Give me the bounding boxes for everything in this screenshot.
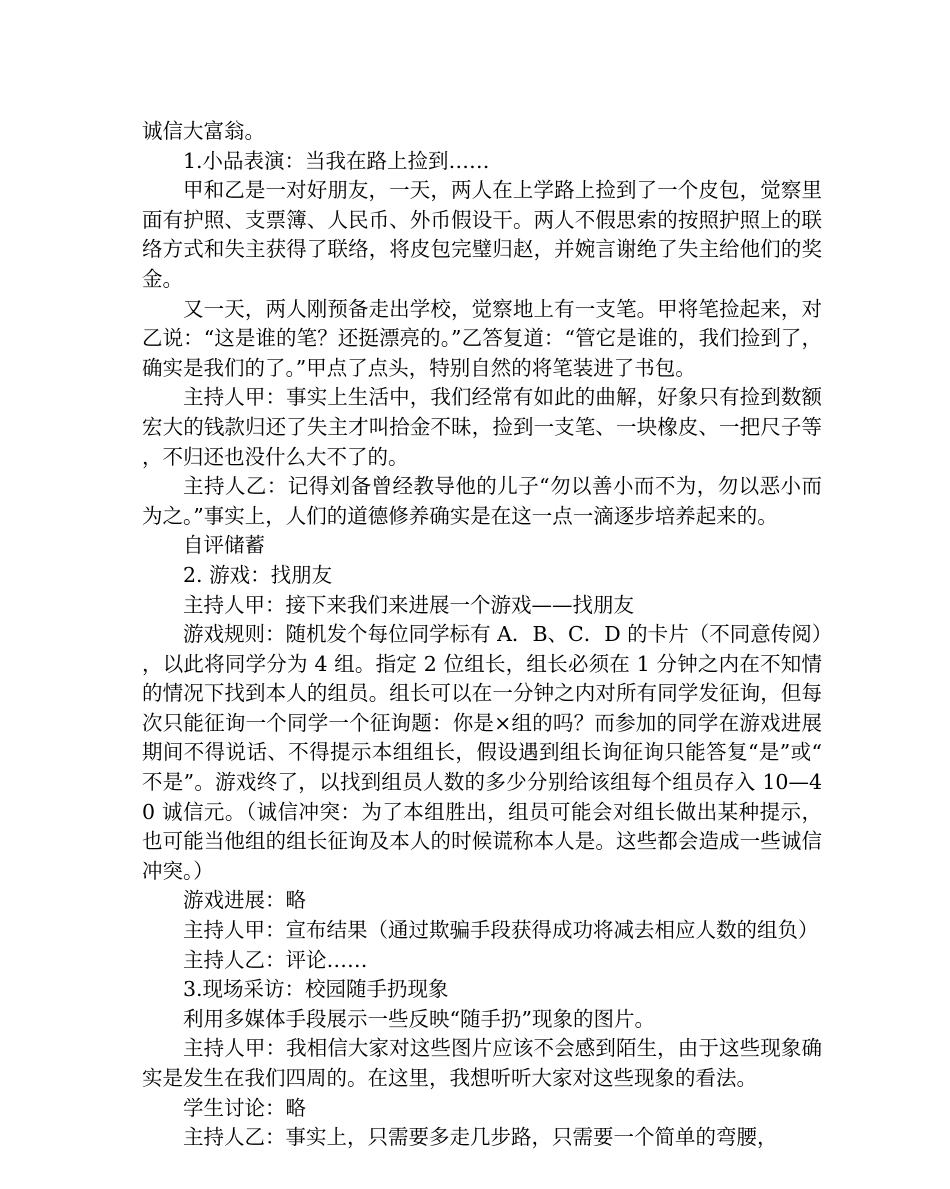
paragraph-host-a-results: 主持人甲：宣布结果（通过欺骗手段获得成功将减去相应人数的组负）: [183, 918, 819, 943]
paragraph-host-a-comment: 主持人甲：事实上生活中，我们经常有如此的曲解，好象只有捡到数额宏大的钱款归还了失主才叫拾金不昧，捡到一支笔、一块橡皮、一把尺子等，不归还也没什么大不了的。: [142, 385, 822, 469]
paragraph-host-a-game-intro: 主持人甲：接下来我们来进展一个游戏——找朋友: [183, 592, 634, 617]
paragraph-host-b-review: 主持人乙：评论……: [183, 947, 368, 972]
paragraph-host-b-final: 主持人乙：事实上，只需要多走几步路，只需要一个简单的弯腰，: [183, 1125, 778, 1150]
paragraph-multimedia: 利用多媒体手段展示一些反映“随手扔”现象的图片。: [183, 1006, 655, 1031]
paragraph-pen-story: 又一天，两人刚预备走出学校，觉察地上有一支笔。甲将笔捡起来，对乙说：“这是谁的笔？还挺漂亮的。”乙答复道：“管它是谁的，我们捡到了，确实是我们的了。”甲点了点头，特别自然的将笔装进了书包。: [142, 296, 822, 380]
paragraph-self-evaluation: 自评储蓄: [183, 533, 265, 558]
document-body: [142, 117, 822, 1153]
paragraph-host-a-images: 主持人甲：我相信大家对这些图片应该不会感到陌生，由于这些现象确实是发生在我们四周的。在这里，我想听听大家对这些现象的看法。: [142, 1036, 822, 1090]
paragraph-student-discussion: 学生讨论：略: [183, 1095, 306, 1120]
paragraph-closing-line: 诚信大富翁。: [142, 119, 265, 143]
paragraph-host-b-comment: 主持人乙：记得刘备曾经教导他的儿子“勿以善小而不为，勿以恶小而为之。”事实上，人们的道德修养确实是在这一点一滴逐步培养起来的。: [142, 474, 822, 528]
paragraph-wallet-story: 甲和乙是一对好朋友，一天，两人在上学路上捡到了一个皮包，觉察里面有护照、支票簿、人民币、外币假设干。两人不假思索的按照护照上的联络方式和失主获得了联络，将皮包完璧归赵，并婉言谢绝了失主给他们的奖金。: [142, 178, 822, 291]
heading-live-interview: 3.现场采访：校园随手扔现象: [183, 977, 449, 1002]
paragraph-game-progress: 游戏进展：略: [183, 888, 306, 913]
heading-skit-performance: 1.小品表演：当我在路上捡到……: [183, 148, 490, 173]
heading-game-find-friends: 2. 游戏：找朋友: [183, 562, 333, 587]
paragraph-game-rules: 游戏规则：随机发个每位同学标有 A．B、C．D 的卡片（不同意传阅），以此将同学分为 4 组。指定 2 位组长，组长必须在 1 分钟之内在不知情的情况下找到本人的组员。组长可以在一分钟之内对所有同学发征询，但每次只能征询一个同学一个征询题：你是×组的吗？而参加的同学在游戏进展期间不得说话、不得提示本组组长，假设遇到组长询征询只能答复“是”或“不是”。游戏终了，以找到组员人数的多少分别给该组每个组员存入 10—40 诚信元。（诚信冲突：为了本组胜出，组员可能会对组长做出某种提示，也可能当他组的组长征询及本人的时候谎称本人是。这些都会造成一些诚信冲突。）: [142, 622, 822, 883]
